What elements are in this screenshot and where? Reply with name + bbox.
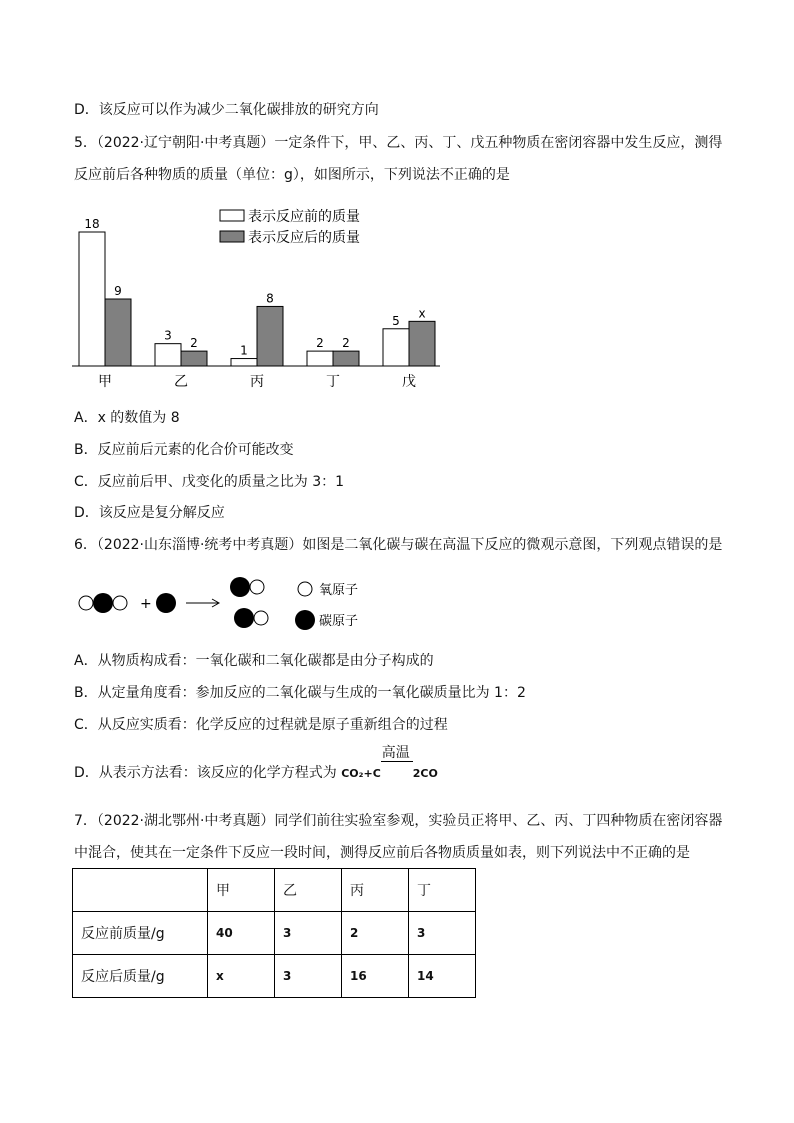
table-row-label: 反应后质量/g — [73, 955, 208, 998]
data-label: 18 — [84, 217, 100, 231]
category-label: 甲 — [98, 374, 112, 390]
legend-label: 表示反应后的质量 — [248, 230, 360, 246]
co-oxygen-atom-2 — [254, 611, 268, 625]
table-row — [73, 955, 476, 998]
bar — [79, 232, 105, 366]
table-header-row — [73, 869, 476, 912]
bar — [105, 299, 131, 366]
table-cell: 14 — [409, 955, 476, 998]
q5-option-b: B．反应前后元素的化合价可能改变 — [74, 442, 294, 458]
data-label: 3 — [164, 328, 172, 343]
data-label: 8 — [266, 291, 274, 306]
legend-carbon-label: 碳原子 — [319, 614, 359, 629]
co-oxygen-atom-1 — [250, 580, 264, 594]
data-label: 2 — [190, 336, 198, 351]
equation-right: 2CO — [412, 767, 438, 780]
bar — [257, 306, 283, 366]
q6-option-d-prefix: D．从表示方法看：该反应的化学方程式为 — [74, 765, 342, 781]
table-cell: 40 — [208, 912, 275, 955]
data-label: 2 — [342, 336, 350, 351]
q7-stem-line2: 中混合，使其在一定条件下反应一段时间，测得反应前后各物质质量如表，则下列说法中不正确的是 — [74, 845, 690, 861]
data-label: x — [418, 306, 426, 321]
data-label: 2 — [316, 336, 324, 351]
bar — [383, 329, 409, 366]
q6-option-b: B．从定量角度看：参加反应的二氧化碳与生成的一氧化碳质量比为 1：2 — [74, 685, 526, 701]
category-label: 戊 — [402, 374, 416, 390]
bar — [333, 351, 359, 366]
table-cell: 3 — [275, 912, 342, 955]
q6-option-d — [74, 745, 438, 784]
co2-oxygen-atom-right — [113, 596, 127, 610]
category-label: 乙 — [174, 374, 188, 390]
table-cell: x — [208, 955, 275, 998]
bar — [155, 344, 181, 366]
bar — [409, 321, 435, 366]
q6-option-c: C．从反应实质看：化学反应的过程就是原子重新组合的过程 — [74, 717, 448, 733]
table-row-label: 反应前质量/g — [73, 912, 208, 955]
table-header-cell: 丙 — [342, 869, 409, 912]
legend-carbon-icon — [295, 610, 315, 630]
legend-oxygen-label: 氧原子 — [319, 583, 359, 598]
co2-oxygen-atom-left — [79, 596, 93, 610]
legend-oxygen-icon — [298, 582, 312, 596]
table-cell: 2 — [342, 912, 409, 955]
q7-mass-table — [72, 868, 476, 998]
bar — [307, 351, 333, 366]
legend-swatch — [220, 210, 244, 221]
table-header-cell: 丁 — [409, 869, 476, 912]
equation-condition-block — [381, 745, 413, 777]
plus-sign: + — [140, 596, 152, 612]
table-header-cell — [73, 869, 208, 912]
reactant-carbon-atom — [156, 593, 176, 613]
data-label: 5 — [392, 313, 400, 328]
q5-stem-line1: 5．（2022·辽宁朝阳·中考真题）一定条件下，甲、乙、丙、丁、戊五种物质在密闭容器中发生反应，测得 — [74, 135, 723, 151]
equation-left: CO₂+C — [341, 767, 381, 780]
q4-option-d: D．该反应可以作为减少二氧化碳排放的研究方向 — [74, 102, 379, 118]
category-label: 丁 — [326, 374, 340, 390]
legend-swatch — [220, 231, 244, 242]
equation — [341, 745, 438, 784]
q7-stem-line1: 7．（2022·湖北鄂州·中考真题）同学们前往实验室参观，实验员正将甲、乙、丙、丁四种物质在密闭容器 — [74, 813, 723, 829]
co-carbon-atom-2 — [234, 608, 254, 628]
micro-reaction-diagram — [74, 572, 394, 638]
table-cell: 16 — [342, 955, 409, 998]
table-row — [73, 912, 476, 955]
bar — [181, 351, 207, 366]
q5-option-d: D．该反应是复分解反应 — [74, 505, 225, 521]
q5-option-a: A．x 的数值为 8 — [74, 410, 180, 426]
table-cell: 3 — [409, 912, 476, 955]
data-label: 9 — [114, 284, 122, 298]
q6-option-a: A．从物质构成看：一氧化碳和二氧化碳都是由分子构成的 — [74, 653, 434, 669]
q5-stem-line2: 反应前后各种物质的质量（单位：g），如图所示，下列说法不正确的是 — [74, 167, 510, 183]
table-header-cell: 乙 — [275, 869, 342, 912]
table-cell: 3 — [275, 955, 342, 998]
equation-bar — [381, 761, 413, 762]
bar — [231, 359, 257, 366]
data-label: 1 — [240, 343, 248, 358]
q5-option-c: C．反应前后甲、戊变化的质量之比为 3：1 — [74, 474, 345, 490]
table-header-cell: 甲 — [208, 869, 275, 912]
legend-label: 表示反应前的质量 — [248, 209, 360, 225]
equation-condition: 高温 — [381, 745, 410, 761]
bar-chart — [68, 200, 448, 390]
category-label: 丙 — [250, 374, 264, 390]
q6-stem: 6．（2022·山东淄博·统考中考真题）如图是二氧化碳与碳在高温下反应的微观示意图，下列观点错误的是 — [74, 537, 723, 553]
co2-carbon-atom — [93, 593, 113, 613]
co-carbon-atom-1 — [230, 577, 250, 597]
